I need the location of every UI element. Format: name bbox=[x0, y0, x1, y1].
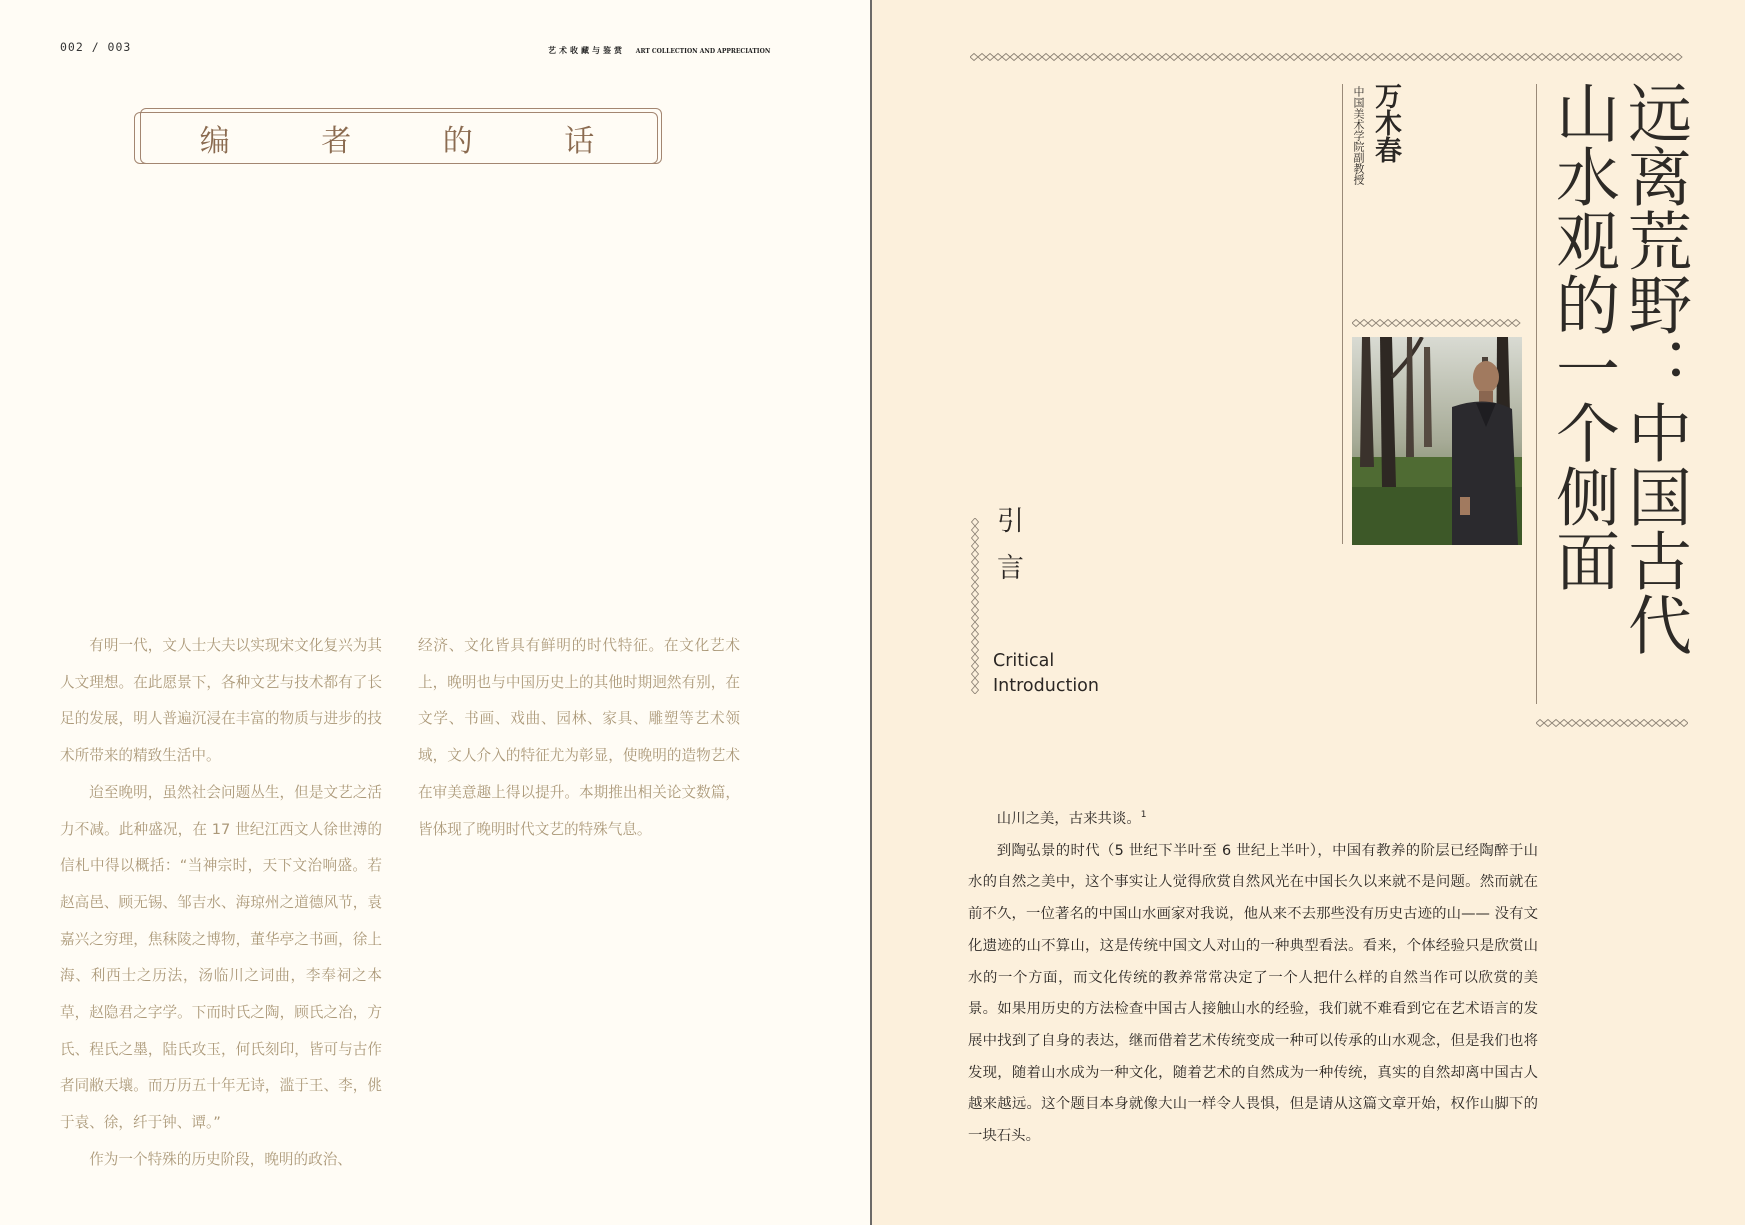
intro-heading-cn: 引言 bbox=[992, 506, 1023, 600]
page-number: 002 / 003 bbox=[60, 40, 132, 54]
article-title-line-2: 山水观的一个侧面 bbox=[1545, 80, 1619, 592]
left-page bbox=[0, 0, 870, 1225]
editor-column-1 bbox=[60, 628, 382, 1179]
author-name: 万木春 bbox=[1370, 82, 1401, 163]
editor-paragraph: 迨至晚明，虽然社会问题丛生，但是文艺之活力不减。此种盛况，在 17 世纪江西文人徐世溥的信札中得以概括：“当神宗时，天下文治响盛。若赵高邑、顾无锡、邹吉水、海琼州之道德风节，袁嘉兴之穷理，焦秣陵之博物，董华亭之书画，徐上海、利西士之历法，汤临川之词曲，李奉祠之本草，赵隐君之字学。下而时氏之陶，顾氏之冶，方氏、程氏之墨，陆氏攻玉，何氏刻印，皆可与古作者同敝天壤。而万历五十年无诗，滥于王、李，佻于袁、徐，纤于钟、谭。” bbox=[60, 783, 382, 1132]
article-title-line-1: 远离荒野：中国古代 bbox=[1617, 80, 1691, 656]
editor-column-2 bbox=[418, 628, 740, 848]
article-first-sentence: 山川之美，古来共谈。 bbox=[996, 811, 1141, 827]
intro-heading-en-line: Introduction bbox=[993, 676, 1099, 696]
editor-title bbox=[134, 118, 660, 158]
editor-paragraph: 有明一代，文人士大夫以实现宋文化复兴为其人文理想。在此愿景下，各种文艺与技术都有了长足的发展，明人普遍沉浸在丰富的物质与进步的技术所带来的精致生活中。 bbox=[60, 637, 382, 765]
author-photo bbox=[1352, 337, 1522, 545]
editor-paragraph: 经济、文化皆具有鲜明的时代特征。在文化艺术上，晚明也与中国历史上的其他时期迥然有别，在文学、书画、戏曲、园林、家具、雕塑等艺术领域，文人介入的特征尤为彰显，使晚明的造物艺术在审美意趣上得以提升。本期推出相关论文数篇，皆体现了晚明时代文艺的特殊气息。 bbox=[418, 637, 740, 838]
footnote-marker: 1 bbox=[1140, 810, 1147, 821]
header-title-cn: 艺术收藏与鉴赏 bbox=[548, 46, 625, 55]
article-body bbox=[968, 804, 1538, 1153]
intro-heading-en bbox=[993, 649, 1099, 699]
title-divider bbox=[1536, 84, 1537, 704]
editor-title-char: 话 bbox=[564, 124, 595, 159]
title-bottom-ornament bbox=[1536, 718, 1688, 728]
header-title-en: ART COLLECTION AND APPRECIATION bbox=[635, 48, 771, 55]
editor-title-char: 编 bbox=[199, 124, 230, 159]
article-paragraph bbox=[968, 804, 1538, 836]
author-divider bbox=[1342, 84, 1343, 544]
intro-side-ornament bbox=[970, 518, 980, 694]
article-paragraph: 到陶弘景的时代（5 世纪下半叶至 6 世纪上半叶），中国有教养的阶层已经陶醉于山水的自然之美中，这个事实让人觉得欣赏自然风光在中国长久以来就不是问题。然而就在前不久，一位著名的中国山水画家对我说，他从来不去那些没有历史古迹的山—— 没有文化遗迹的山不算山，这是传统中国文人对山的一种典型看法。看来，个体经验只是欣赏山水的一个方面，而文化传统的教养常常决定了一个人把什么样的自然当作可以欣赏的美景。如果用历史的方法检查中国古人接触山水的经验，我们就不难看到它在艺术语言的发展中找到了自身的表达，继而借着艺术传统变成一种可以传承的山水观念，但是我们也将发现，随着山水成为一种文化，随着艺术的自然成为一种传统，真实的自然却离中国古人越来越远。这个题目本身就像大山一样令人畏惧，但是请从这篇文章开始，权作山脚下的一块石头。 bbox=[968, 842, 1538, 1145]
author-title: 中国美术学院副教授 bbox=[1352, 86, 1365, 185]
photo-top-ornament bbox=[1352, 318, 1522, 328]
editor-title-char: 者 bbox=[321, 124, 352, 159]
editor-title-frame bbox=[134, 108, 660, 168]
editor-paragraph: 作为一个特殊的历史阶段，晚明的政治、 bbox=[89, 1150, 352, 1168]
top-border-ornament bbox=[970, 52, 1688, 62]
editor-title-char: 的 bbox=[442, 124, 473, 159]
running-header bbox=[548, 45, 770, 56]
intro-heading-en-line: Critical bbox=[993, 651, 1055, 671]
